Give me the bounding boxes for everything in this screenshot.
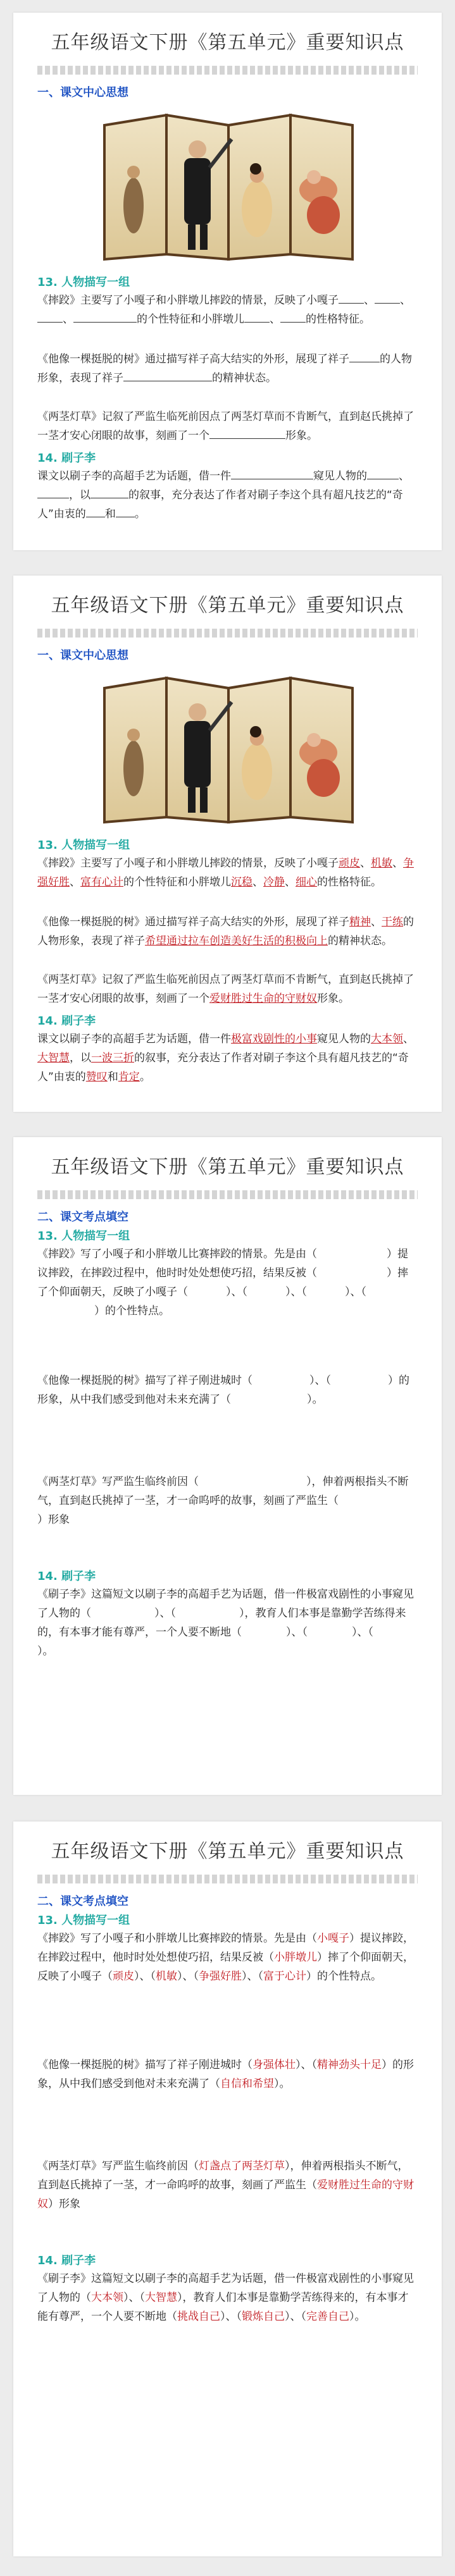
section-heading: 一、课文中心思想 — [37, 86, 128, 99]
knowledge-card-answers — [13, 576, 442, 1112]
lesson-heading: 14. 刷子李 — [37, 1014, 96, 1028]
paragraph: 课文以刷子李的高超手艺为话题，借一件 窥见人物的 、，以 的叙事，充分表达了作者对刷子李这个具有超凡技艺的“奇人”由衷的 和 。 — [37, 467, 418, 524]
paragraph: 《两茎灯草》记叙了严监生临死前因点了两茎灯草而不肯断气，直到赵氏挑掉了一茎才安心闭眼的故事，刻画了一个爱财胜过生命的守财奴形象。 — [37, 973, 414, 1005]
paragraph: 《摔跤》写了小嘎子和小胖墩儿比赛摔跤的情景。先是由（ ）提议摔跤，在摔跤过程中，他时时处处想使巧招，结果反被（ ）摔了个仰面朝天，反映了小嘎子（ ）、（ ）、（ ）、（）的个性特点。 — [37, 1248, 408, 1317]
paragraph: 《他像一棵挺脱的树》通过描写祥子高大结实的外形，展现了祥子精神、干练的人物形象，表现了祥子希望通过拉车创造美好生活的积极向上的精神状态。 — [37, 916, 414, 947]
page-title: 五年级语文下册《第五单元》重要知识点 — [51, 1156, 404, 1178]
review-card-blank — [13, 1137, 442, 1795]
lesson-heading: 14. 刷子李 — [37, 2254, 96, 2267]
lesson-heading: 13. 人物描写一组 — [37, 276, 130, 289]
page-title: 五年级语文下册《第五单元》重要知识点 — [51, 595, 404, 617]
divider — [37, 66, 418, 75]
lesson-heading: 14. 刷子李 — [37, 452, 96, 465]
paragraph: 《两茎灯草》写严监生临终前因（ ），伸着两根指头不断气，直到赵氏挑掉了一茎，才一命呜呼的故事，刻画了严监生（）形象 — [37, 1476, 409, 1526]
paragraph: 《他像一棵挺脱的树》描写了祥子刚进城时（身强体壮）、（精神劲头十足）的形象，从中我们感受到他对未来充满了（自信和希望）。 — [37, 2059, 414, 2090]
section-heading: 一、课文中心思想 — [37, 649, 128, 662]
review-card-answers — [13, 1821, 442, 2556]
section-heading: 二、课文考点填空 — [37, 1895, 128, 1908]
divider — [37, 1875, 418, 1883]
paragraph: 《刷子李》这篇短文以刷子李的高超手艺为话题，借一件极富戏剧性的小事窥见了人物的（大本领）、（大智慧），教育人们本事是靠勤学苦练得来的，有本事才能有尊严，一个人要不断地（挑战自己）、（锻炼自己）、（完善自己）。 — [37, 2272, 414, 2323]
lesson-heading: 13. 人物描写一组 — [37, 1914, 130, 1927]
page-title: 五年级语文下册《第五单元》重要知识点 — [51, 32, 404, 54]
paragraph: 课文以刷子李的高超手艺为话题，借一件极富戏剧性的小事窥见人物的大本领、大智慧，以一波三折的叙事，充分表达了作者对刷子李这个具有超凡技艺的“奇人”由衷的赞叹和肯定。 — [37, 1033, 414, 1083]
lesson-heading: 13. 人物描写一组 — [37, 1229, 130, 1243]
page-title: 五年级语文下册《第五单元》重要知识点 — [51, 1840, 404, 1863]
folding-screen-illustration — [96, 670, 360, 829]
paragraph: 《两茎灯草》记叙了严监生临死前因点了两茎灯草而不肯断气，直到赵氏挑掉了一茎才安心闭眼的故事，刻画了一个 形象。 — [37, 410, 414, 442]
divider — [37, 629, 418, 638]
paragraph: 《两茎灯草》写严监生临终前因（灯盏点了两茎灯草），伸着两根指头不断气，直到赵氏挑掉了一茎，才一命呜呼的故事，刻画了严监生（爱财胜过生命的守财奴）形象 — [37, 2160, 414, 2210]
knowledge-card-blank — [13, 13, 442, 550]
lesson-heading: 14. 刷子李 — [37, 1570, 96, 1583]
paragraph: 《刷子李》这篇短文以刷子李的高超手艺为话题，借一件极富戏剧性的小事窥见了人物的（ ）、（ ），教育人们本事是靠勤学苦练得来的，有本事才能有尊严，一个人要不断地（ ）、（ ）、（）。 — [37, 1588, 414, 1658]
folding-screen-illustration — [96, 108, 360, 266]
divider — [37, 1190, 418, 1199]
paragraph: 《摔跤》主要写了小嘎子和小胖墩儿摔跤的情景，反映了小嘎子 、 、、 的个性特征和小胖墩儿 、 的性格特征。 — [37, 291, 418, 329]
section-heading: 二、课文考点填空 — [37, 1211, 128, 1224]
paragraph: 《摔跤》写了小嘎子和小胖墩儿比赛摔跤的情景。先是由（小嘎子）提议摔跤，在摔跤过程中，他时时处处想使巧招，结果反被（小胖墩儿）摔了个仰面朝天，反映了小嘎子（顽皮）、（机敏）、（争强好胜）、（富于心计）的个性特点。 — [37, 1932, 414, 1983]
paragraph: 《他像一棵挺脱的树》描写了祥子刚进城时（ ）、（ ）的形象，从中我们感受到他对未来充满了（ ）。 — [37, 1374, 409, 1406]
paragraph: 《他像一棵挺脱的树》通过描写祥子高大结实的外形，展现了祥子 的人物形象，表现了祥子 的精神状态。 — [37, 350, 418, 388]
lesson-heading: 13. 人物描写一组 — [37, 839, 130, 852]
paragraph: 《摔跤》主要写了小嘎子和小胖墩儿摔跤的情景，反映了小嘎子顽皮、机敏、争强好胜、富有心计的个性特征和小胖墩儿沉稳、冷静、细心的性格特征。 — [37, 857, 414, 889]
